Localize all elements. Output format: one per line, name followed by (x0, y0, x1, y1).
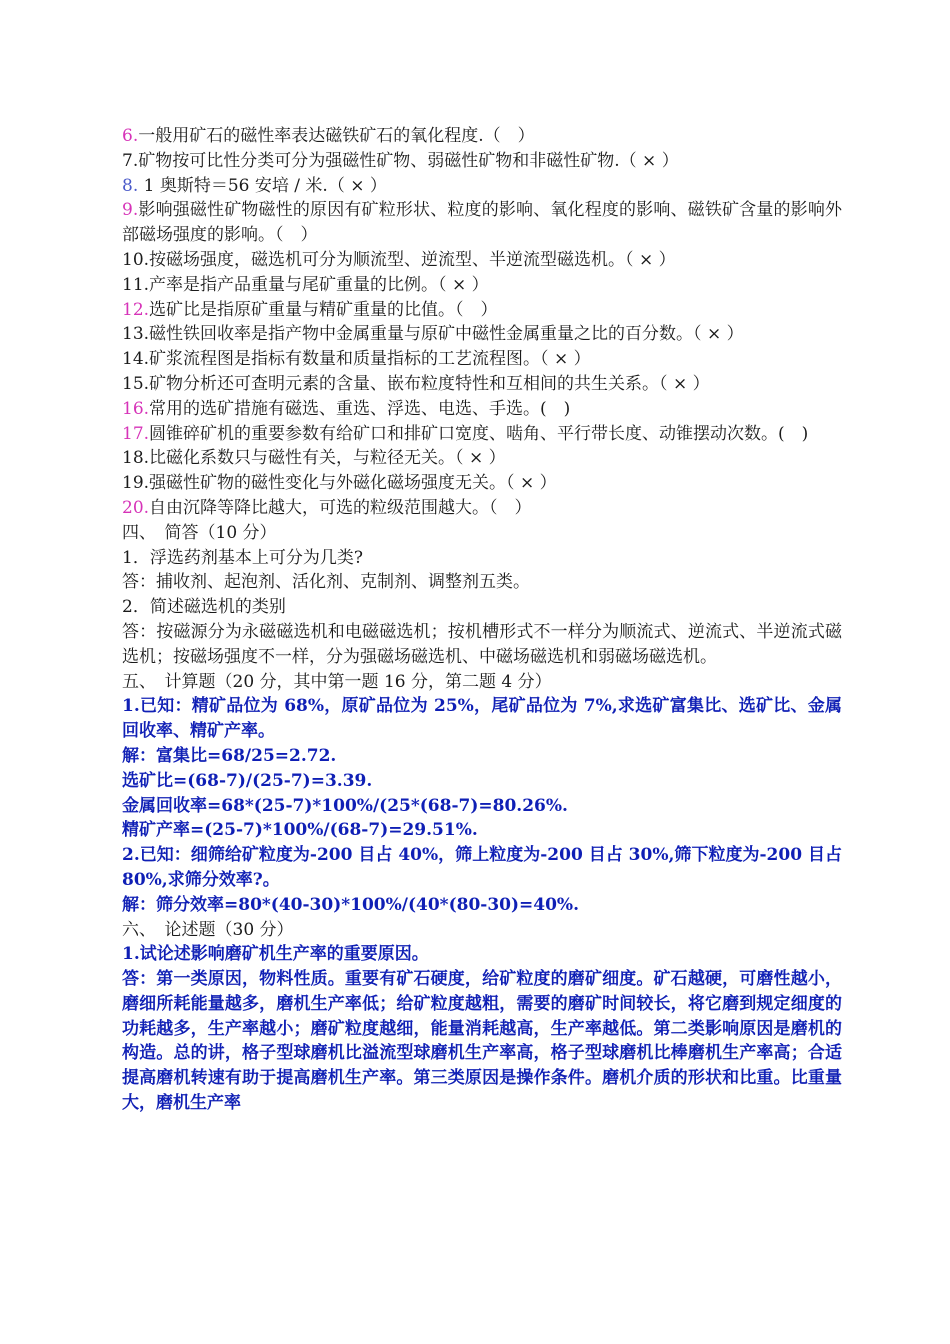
statement-item (122, 496, 842, 521)
statement-item (122, 471, 842, 496)
statement-item (122, 372, 842, 397)
section-4-question-2: 2．简述磁选机的类别 (122, 597, 286, 618)
statement-text: 圆锥碎矿机的重要参数有给矿口和排矿口宽度、啮角、平行带长度、动锥摆动次数。( ) (149, 423, 809, 444)
statement-item (122, 174, 842, 199)
statement-number: 17. (122, 423, 150, 444)
section-5-answer-1-line: 精矿产率=(25-7)*100%/(68-7)=29.51%. (122, 820, 478, 841)
section-5-answer-1-line: 金属回收率=68*(25-7)*100%/(25*(68-7)=80.26%. (122, 795, 568, 816)
statement-item (122, 248, 842, 273)
statement-number: 16. (122, 398, 150, 419)
statement-text: 产率是指产品重量与尾矿重量的比例。（ × ） (149, 274, 489, 295)
statement-text: 按磁场强度，磁选机可分为顺流型、逆流型、半逆流型磁选机。（ × ） (149, 249, 676, 270)
section-4-answer-2: 答：按磁源分为永磁磁选机和电磁磁选机；按机槽形式不一样分为顺流式、逆流式、半逆流式磁选机；按磁场强度不一样，分为强磁场磁选机、中磁场磁选机和弱磁场磁选机。 (122, 621, 842, 667)
statement-text: 一般用矿石的磁性率表达磁铁矿石的氧化程度.（ ） (138, 126, 535, 146)
section-5-answer-1-line: 选矿比=(68-7)/(25-7)=3.39. (122, 770, 373, 791)
statement-text: 比磁化系数只与磁性有关，与粒径无关。（ × ） (149, 448, 506, 469)
statement-number: 11. (122, 274, 150, 295)
statement-text: 矿物按可比性分类可分为强磁性矿物、弱磁性矿物和非磁性矿物.（ × ） (138, 150, 679, 171)
section-6-answer-1: 答：第一类原因，物料性质。重要有矿石硬度，给矿粒度的磨矿细度。矿石越硬，可磨性越小，磨细所耗能量越多，磨机生产率低；给矿粒度越粗，需要的磨矿时间较长，将它磨到规定细度的功耗越多，生产率越小；磨矿粒度越细，能量消耗越高，生产率越低。第二类影响原因是磨机的构造。总的讲，格子型球磨机比溢流型球磨机生产率高，格子型球磨机比棒磨机生产率高；合适提高磨机转速有助于提高磨机生产率。第三类原因是操作条件。磨机介质的形状和比重。比重量大，磨机生产率 (122, 969, 842, 1114)
section-4-answer-1: 答：捕收剂、起泡剂、活化剂、克制剂、调整剂五类。 (122, 572, 530, 593)
statement-text: 强磁性矿物的磁性变化与外磁化磁场强度无关。（ × ） (149, 473, 557, 494)
document-content (122, 124, 842, 1116)
statement-number: 20. (122, 497, 150, 518)
section-5-heading: 五、 计算题（20 分，其中第一题 16 分，第二题 4 分） (122, 671, 552, 692)
statement-item (122, 273, 842, 298)
statement-text: 矿浆流程图是指标有数量和质量指标的工艺流程图。（ × ） (149, 349, 591, 370)
section-5-answer-2: 解：筛分效率=80*(40-30)*100%/(40*(80-30)=40%. (122, 894, 580, 915)
statement-number: 19. (122, 473, 150, 494)
true-false-list (122, 124, 842, 521)
statement-item (122, 198, 842, 248)
statement-number: 13. (122, 324, 150, 345)
statement-number: 6. (122, 126, 139, 146)
statement-item (122, 124, 842, 149)
statement-text: 矿物分析还可查明元素的含量、嵌布粒度特性和互相间的共生关系。（ × ） (149, 373, 710, 394)
section-4-heading: 四、 简答（10 分） (122, 522, 277, 543)
statement-item (122, 397, 842, 422)
statement-text: 1 奥斯特＝56 安培 / 米.（ × ） (138, 175, 387, 196)
statement-text: 磁性铁回收率是指产物中金属重量与原矿中磁性金属重量之比的百分数。（ × ） (149, 324, 744, 345)
section-5-question-1: 1.已知：精矿品位为 68%，原矿品位为 25%，尾矿品位为 7%,求选矿富集比、选矿比、金属回收率、精矿产率。 (122, 696, 842, 742)
statement-item (122, 322, 842, 347)
statement-number: 15. (122, 373, 150, 394)
statement-number: 7. (122, 150, 139, 171)
statement-item (122, 347, 842, 372)
section-4-question-1: 1．浮选药剂基本上可分为几类? (122, 547, 363, 568)
section-5-answer-1-line: 解：富集比=68/25=2.72. (122, 745, 337, 766)
section-5-question-2: 2.已知：细筛给矿粒度为-200 目占 40%，筛上粒度为-200 目占 30%,筛下粒度为-200 目占 80%,求筛分效率?。 (122, 845, 842, 890)
statement-number: 12. (122, 299, 150, 320)
statement-number: 8. (122, 175, 139, 196)
section-6-question-1: 1.试论述影响磨矿机生产率的重要原因。 (122, 944, 429, 965)
statement-number: 10. (122, 249, 150, 270)
statement-item (122, 446, 842, 471)
statement-item (122, 298, 842, 323)
statement-text: 选矿比是指原矿重量与精矿重量的比值。（ ） (149, 299, 498, 320)
statement-number: 9. (122, 200, 139, 221)
statement-text: 常用的选矿措施有磁选、重选、浮选、电选、手选。( ) (149, 398, 571, 419)
statement-item (122, 149, 842, 174)
statement-number: 18. (122, 448, 150, 469)
section-6-heading: 六、 论述题（30 分） (122, 919, 294, 940)
statement-text: 影响强磁性矿物磁性的原因有矿粒形状、粒度的影响、氧化程度的影响、磁铁矿含量的影响外部磁场强度的影响。（ ） (122, 200, 842, 246)
statement-number: 14. (122, 349, 150, 370)
statement-text: 自由沉降等降比越大，可选的粒级范围越大。（ ） (149, 497, 532, 518)
statement-item (122, 422, 842, 447)
